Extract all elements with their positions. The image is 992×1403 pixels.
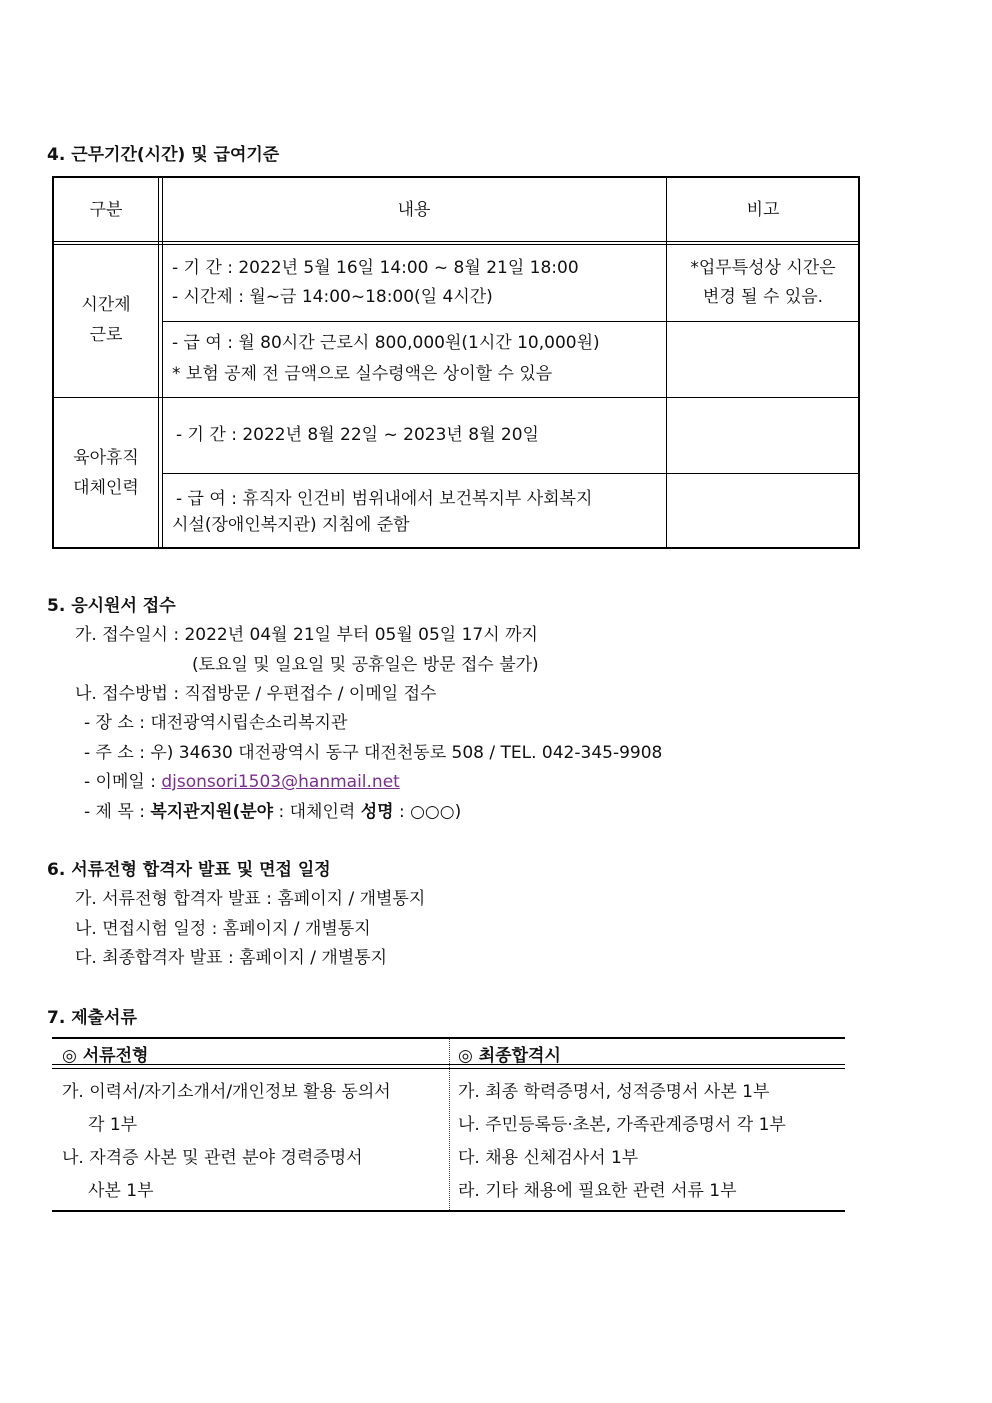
location: - 장 소 : 대전광역시립손소리복지관 — [84, 713, 348, 733]
table-divider — [54, 244, 858, 245]
subject-prefix: - 제 목 : — [84, 802, 151, 822]
row-label-part-time: 시간제 — [81, 295, 131, 315]
address: - 주 소 : 우) 34630 대전광역시 동구 대전천동로 508 / TEL. 042-345-9908 — [84, 743, 663, 763]
list-item: 나. 자격증 사본 및 관련 분야 경력증명서 — [62, 1148, 363, 1168]
header-final-pass: ◎ 최종합격시 — [458, 1046, 561, 1066]
period-text: - 기 간 : 2022년 8월 22일 ~ 2023년 8월 20일 — [176, 425, 539, 445]
header-document-screening: ◎ 서류전형 — [62, 1046, 149, 1066]
table-divider — [54, 241, 858, 242]
table-divider — [54, 397, 858, 398]
salary-text: - 급 여 : 월 80시간 근로시 800,000원(1시간 10,000원) — [172, 333, 600, 353]
section-4-title: 4. 근무기간(시간) 및 급여기준 — [47, 145, 280, 165]
interview-schedule: 나. 면접시험 일정 : 홈페이지 / 개별통지 — [75, 919, 371, 939]
application-date-note: (토요일 및 일요일 및 공휴일은 방문 접수 불가) — [192, 655, 539, 675]
email-link[interactable]: djsonsori1503@hanmail.net — [161, 772, 400, 792]
salary-text: - 급 여 : 휴직자 인건비 범위내에서 보건복지부 사회복지 — [176, 489, 593, 509]
subject-mid-2: : ○○○) — [393, 802, 462, 822]
list-item: 각 1부 — [88, 1115, 138, 1135]
salary-note-text: * 보험 공제 전 금액으로 실수령액은 상이할 수 있음 — [172, 364, 553, 384]
final-result: 다. 최종합격자 발표 : 홈페이지 / 개별통지 — [75, 948, 388, 968]
row-label-part-time-2: 근로 — [89, 325, 123, 345]
table-divider — [162, 178, 163, 547]
email-label: - 이메일 : — [84, 772, 162, 792]
table-divider — [162, 473, 858, 474]
note-text: *업무특성상 시간은 — [690, 258, 836, 278]
section-5-title: 5. 응시원서 접수 — [47, 596, 176, 616]
application-date: 가. 접수일시 : 2022년 04월 21일 부터 05월 05일 17시 까지 — [75, 625, 538, 645]
table-divider — [162, 321, 858, 322]
header-content: 내용 — [397, 200, 431, 220]
section-6-title: 6. 서류전형 합격자 발표 및 면접 일정 — [47, 860, 331, 880]
list-item: 라. 기타 채용에 필요한 관련 서류 1부 — [458, 1181, 737, 1201]
table-divider — [666, 178, 667, 547]
subject-bold-1: 복지관지원(분야 — [150, 802, 274, 822]
header-note: 비고 — [746, 200, 780, 220]
period-text: - 기 간 : 2022년 5월 16일 14:00 ~ 8월 21일 18:00 — [172, 258, 579, 278]
row-label-substitute-2: 대체인력 — [73, 478, 139, 498]
table-divider — [449, 1039, 450, 1210]
subject-mid-1: : 대체인력 — [273, 802, 361, 822]
hours-text: - 시간제 : 월~금 14:00~18:00(일 4시간) — [172, 287, 493, 307]
application-method: 나. 접수방법 : 직접방문 / 우편접수 / 이메일 접수 — [75, 684, 437, 704]
work-period-salary-table — [52, 176, 860, 549]
table-divider — [158, 178, 159, 547]
list-item: 나. 주민등록등·초본, 가족관계증명서 각 1부 — [458, 1115, 786, 1135]
subject-bold-2: 성명 — [360, 802, 394, 822]
table-bottom-line — [52, 1210, 845, 1212]
subject-line — [84, 797, 461, 822]
list-item: 가. 이력서/자기소개서/개인정보 활용 동의서 — [62, 1082, 391, 1102]
list-item: 가. 최종 학력증명서, 성적증명서 사본 1부 — [458, 1082, 770, 1102]
email-line — [84, 767, 400, 792]
document-result: 가. 서류전형 합격자 발표 : 홈페이지 / 개별통지 — [75, 889, 426, 909]
section-7-title: 7. 제출서류 — [47, 1008, 137, 1028]
row-label-substitute: 육아휴직 — [73, 448, 139, 468]
header-category: 구분 — [89, 200, 123, 220]
list-item: 사본 1부 — [88, 1181, 154, 1201]
note-text-2: 변경 될 수 있음. — [702, 287, 824, 307]
list-item: 다. 채용 신체검사서 1부 — [458, 1148, 639, 1168]
salary-text-2: 시설(장애인복지관) 지침에 준함 — [172, 515, 410, 535]
